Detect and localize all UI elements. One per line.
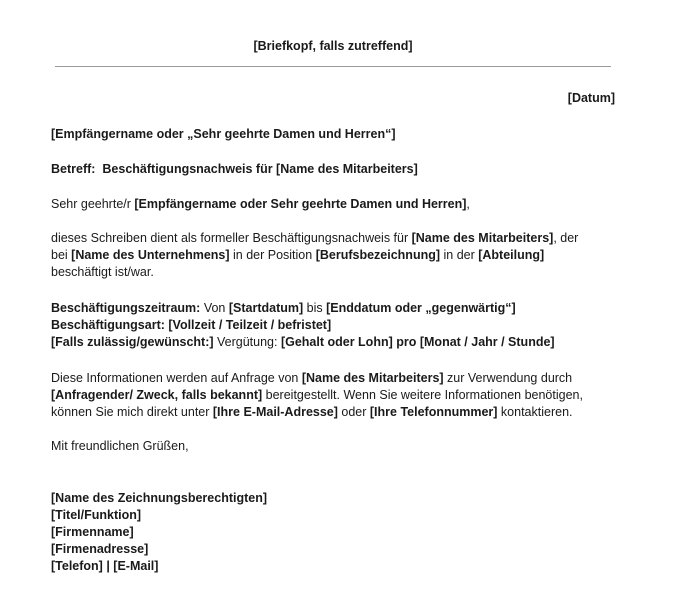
pay-text: pro (392, 335, 420, 349)
start-date-placeholder: [Startdatum] (228, 301, 304, 315)
body2-text: bereitgestellt. Wenn Sie weitere Informationen benötigen, (262, 388, 583, 402)
employee-name-placeholder: [Name des Mitarbeiters] (301, 371, 444, 385)
recipient: [Empfängername oder „Sehr geehrte Damen und Herren“] (51, 127, 396, 141)
employment-details (51, 300, 626, 351)
salutation-prefix: Sehr geehrte/r (51, 197, 135, 211)
compensation (51, 334, 626, 351)
period-label: Beschäftigungszeitraum: (51, 301, 201, 315)
recipient-line (51, 126, 626, 143)
signatory-name: [Name des Zeichnungsberechtigten] (51, 491, 268, 505)
body2-text: oder (337, 405, 370, 419)
email-placeholder: [Ihre E-Mail-Adresse] (212, 405, 338, 419)
salutation-name: [Empfängername oder Sehr geehrte Damen und Herren] (134, 197, 467, 211)
body-paragraph-1 (51, 230, 626, 281)
body2-line-3 (51, 404, 626, 421)
type-value: [Vollzeit / Teilzeit / befristet] (164, 318, 332, 332)
pay-amount-placeholder: [Gehalt oder Lohn] (280, 335, 393, 349)
body2-text: kontaktieren. (497, 405, 573, 419)
letterhead: [Briefkopf, falls zutreffend] (253, 39, 413, 53)
salutation-suffix: , (466, 197, 470, 211)
employee-name-placeholder: [Name des Mitarbeiters] (411, 231, 554, 245)
salutation (51, 196, 626, 213)
period-text: Von (200, 301, 229, 315)
body1-text: in der Position (229, 248, 316, 262)
signature-block (51, 490, 626, 575)
body2-text: können Sie mich direkt unter (51, 405, 213, 419)
body1-line-2 (51, 247, 626, 264)
end-date-placeholder: [Enddatum oder „gegenwärtig“] (326, 301, 516, 315)
signatory-contact: [Telefon] | [E-Mail] (51, 559, 159, 573)
body2-text: zur Verwendung durch (443, 371, 573, 385)
body1-text: dieses Schreiben dient als formeller Beschäftigungsnachweis für (51, 231, 412, 245)
department-placeholder: [Abteilung] (478, 248, 545, 262)
body1-text: in der (440, 248, 479, 262)
company-name-placeholder: [Name des Unternehmens] (71, 248, 230, 262)
closing: Mit freundlichen Grüßen, (51, 439, 189, 453)
phone-placeholder: [Ihre Telefonnummer] (369, 405, 498, 419)
body1-text: bei (51, 248, 72, 262)
pay-label: [Falls zulässig/gewünscht:] (51, 335, 214, 349)
signatory-company: [Firmenname] (51, 525, 134, 539)
body2-line-2 (51, 387, 626, 404)
signatory-address: [Firmenadresse] (51, 542, 149, 556)
body1-line-3 (51, 264, 626, 281)
body1-text: , der (553, 231, 579, 245)
type-label: Beschäftigungsart: (51, 318, 165, 332)
pay-unit-placeholder: [Monat / Jahr / Stunde] (419, 335, 555, 349)
requester-placeholder: [Anfragender/ Zweck, falls bekannt] (51, 388, 263, 402)
employment-type (51, 317, 626, 334)
letterhead-divider (55, 66, 611, 67)
body2-line-1 (51, 370, 626, 387)
body1-line-1 (51, 230, 626, 247)
body1-text: beschäftigt ist/war. (51, 265, 154, 279)
signatory-title: [Titel/Funktion] (51, 508, 142, 522)
subject-line (51, 161, 626, 178)
body2-text: Diese Informationen werden auf Anfrage von (51, 371, 302, 385)
subject-text: Beschäftigungsnachweis für [Name des Mitarbeiters] (102, 162, 418, 176)
employment-period (51, 300, 626, 317)
subject-label: Betreff: (51, 162, 96, 176)
pay-text: Vergütung: (213, 335, 281, 349)
body-paragraph-2 (51, 370, 626, 421)
job-title-placeholder: [Berufsbezeichnung] (315, 248, 441, 262)
period-text: bis (303, 301, 327, 315)
date: [Datum] (567, 91, 615, 105)
